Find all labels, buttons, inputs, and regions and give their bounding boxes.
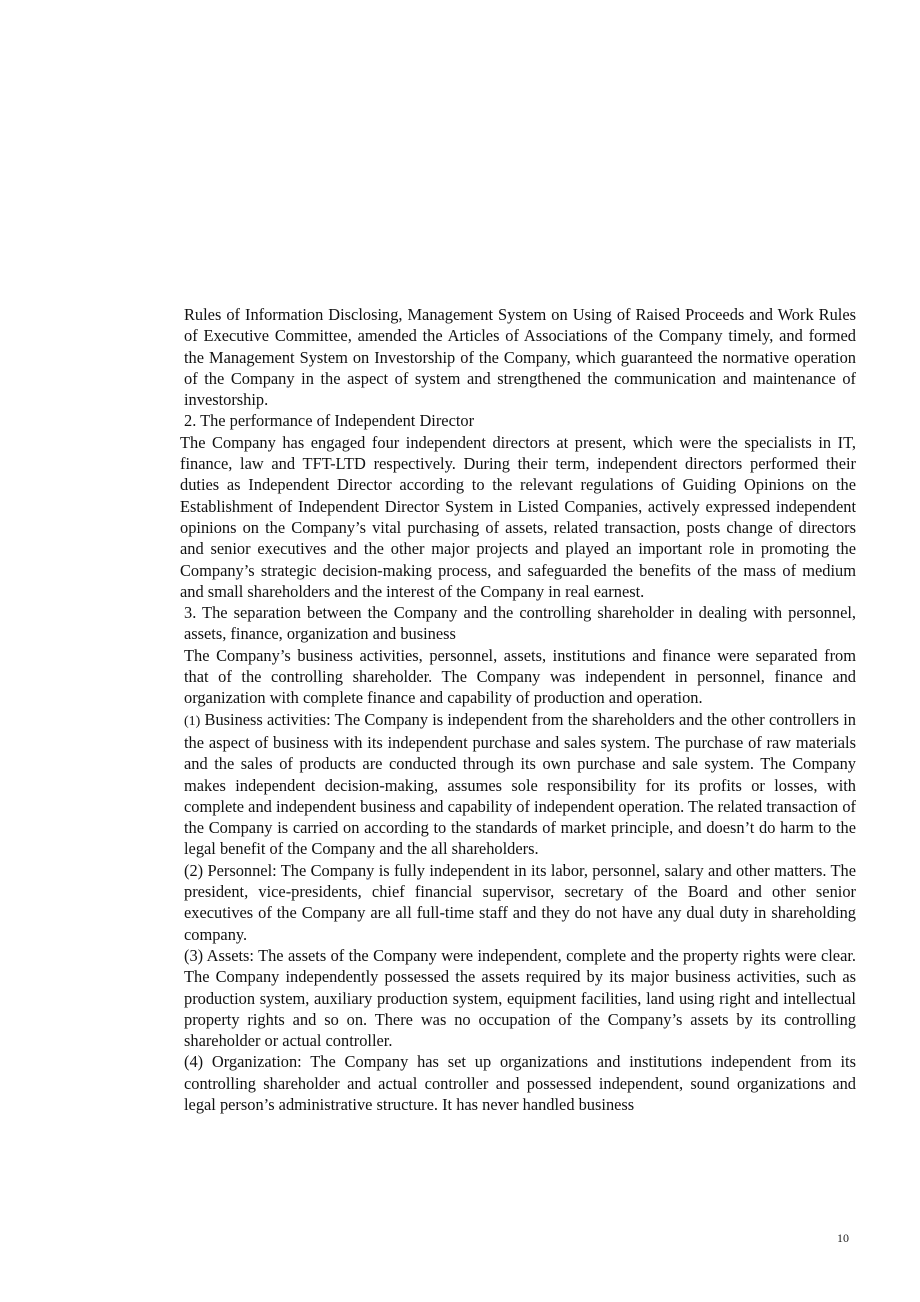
independent-director-paragraph: The Company has engaged four independent directors at present, which were the specialists in IT, finance, law and TFT-LTD respectively. During their term, independent directors performed their duties as Independent Director according to the relevant regulations of Guiding Opinions on the Establishment of Independent Director System in Listed Companies, actively expressed independent opinions on the Company’s vital purchasing of assets, related transaction, posts change of directors and senior executives and the other major projects and played an important role in promoting the Company’s strategic decision-making process, and safeguarded the benefits of the mass of medium and small shareholders and the interest of the Company in real earnest. bbox=[180, 432, 856, 601]
business-activities-paragraph bbox=[180, 709, 856, 860]
section-heading-separation: 3. The separation between the Company and the controlling shareholder in dealing with personnel, assets, finance, organization and business bbox=[184, 603, 856, 644]
business-activities-text: Business activities: The Company is independent from the shareholders and the other controllers in the aspect of business with its independent purchase and sales system. The purchase of raw materials and the sales of products are conducted through its own purchase and sale system. The Company makes independent decision-making, assumes sole responsibility for its profits or losses, with complete and independent business and capability of independent operation. The related transaction of the Company is carried on according to the standards of market principle, and doesn’t do harm to the legal benefit of the Company and the all shareholders. bbox=[184, 709, 856, 859]
separation-overview-paragraph: The Company’s business activities, personnel, assets, institutions and finance were separated from that of the controlling shareholder. The Company was independent in personnel, finance and organization with complete finance and capability of production and operation. bbox=[184, 645, 856, 708]
organization-paragraph: (4) Organization: The Company has set up organizations and institutions independent from its controlling shareholder and actual controller and possessed independent, sound organizations and legal person’s administrative structure. It has never handled business bbox=[184, 1052, 856, 1114]
assets-paragraph: (3) Assets: The assets of the Company were independent, complete and the property rights were clear. The Company independently possessed the assets required by its major business activities, such as production system, auxiliary production system, equipment facilities, land using right and intellectual property rights and so on. There was no occupation of the Company’s assets by its controlling shareholder or actual controller. bbox=[184, 945, 856, 1051]
item-number: (1) bbox=[184, 713, 201, 729]
section-heading-independent-director: 2. The performance of Independent Director bbox=[184, 411, 475, 431]
page-number: 10 bbox=[837, 1231, 849, 1245]
document-body bbox=[180, 304, 856, 1115]
intro-paragraph: Rules of Information Disclosing, Management System on Using of Raised Proceeds and Work Rules of Executive Committee, amended the Articles of Associations of the Company timely, and formed the Management System on Investorship of the Company, which guaranteed the normative operation of the Company in the aspect of system and strengthened the communication and maintenance of investorship. bbox=[184, 305, 856, 410]
personnel-paragraph: (2) Personnel: The Company is fully independent in its labor, personnel, salary and other matters. The president, vice-presidents, chief financial supervisor, secretary of the Board and other senior executives of the Company are all full-time staff and they do not have any dual duty in shareholding company. bbox=[184, 860, 856, 944]
